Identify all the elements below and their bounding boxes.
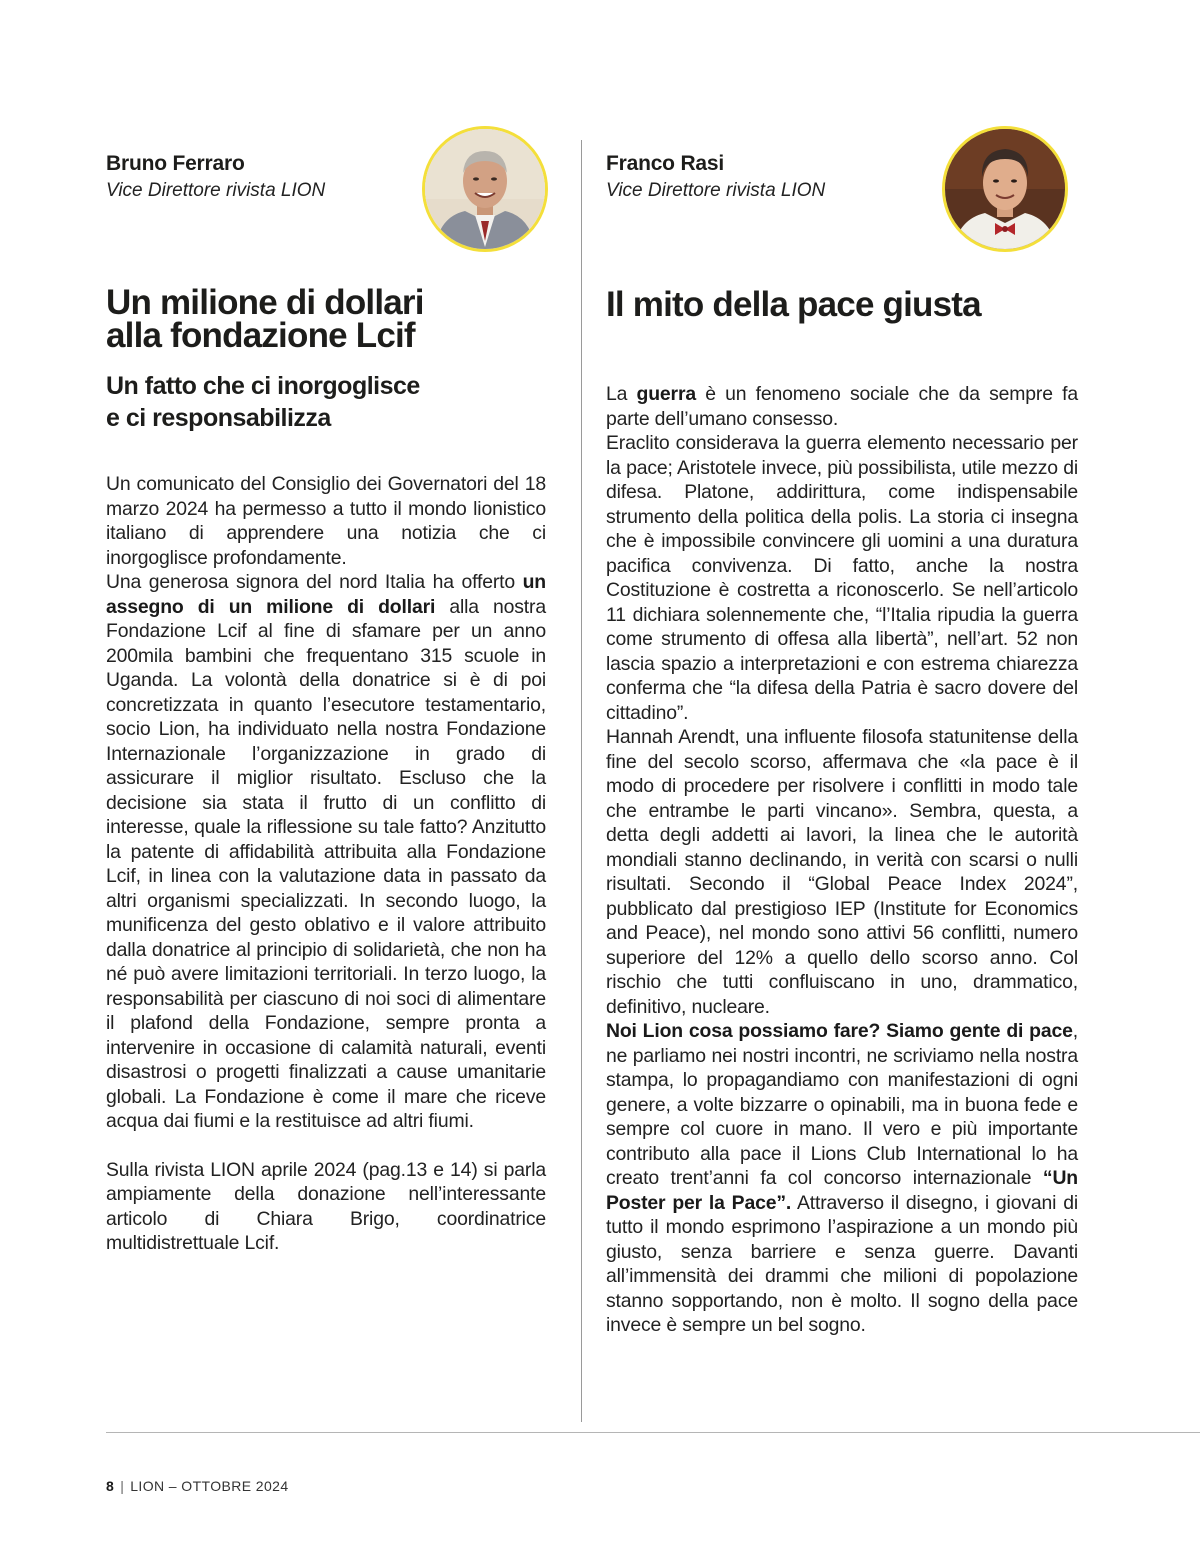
bold-text-run: Noi Lion cosa possiamo fare? Siamo gente di pace [606, 1020, 1073, 1042]
text-run: La [606, 383, 637, 405]
author-role: Vice Direttore rivista LION [606, 180, 826, 201]
article-headline: Il mito della pace giusta [606, 285, 981, 324]
headline-line-2: alla fondazione Lcif [106, 316, 415, 355]
article-headline [106, 283, 424, 355]
author-name: Franco Rasi [606, 152, 725, 175]
paragraph: Un comunicato del Consiglio dei Governatori del 18 marzo 2024 ha permesso a tutto il mondo lionistico italiano di apprendere una notizia che ci inorgoglisce profondamente. [106, 473, 546, 569]
subtitle-line-2: e ci responsabilizza [106, 404, 331, 432]
author-portrait-photo [942, 126, 1068, 252]
article-subtitle [106, 370, 420, 434]
author-role: Vice Direttore rivista LION [106, 180, 326, 201]
text-run: , ne parliamo nei nostri incontri, ne scriviamo nella nostra stampa, lo propagandiamo con manifestazioni di ogni genere, a volte bizzarre o opinabili, ma in buona fede e sempre col cuore in mano. Il vero e più importante contributo alla pace il Lions Club International lo ha creato trent’anni fa col concorso internazionale [606, 1020, 1078, 1189]
bold-text-run: guerra [636, 383, 696, 405]
magazine-issue: LION – OTTOBRE 2024 [130, 1478, 289, 1494]
bold-text-run: “Un Poster per la Pace”. [606, 1167, 1078, 1214]
article-body [606, 382, 1078, 1338]
footer-separator: | [120, 1478, 125, 1494]
article-body [106, 472, 546, 1256]
paragraph [106, 570, 546, 1134]
footer-rule [106, 1432, 1200, 1433]
paragraph: Eraclito considerava la guerra elemento necessario per la pace; Aristotele invece, più possibilista, utile mezzo di difesa. Platone, addirittura, come indispensabile strumento della politica della polis. La storia ci insegna che è impossibile convincere gli uomini a una duratura pacifica convivenza. Di fatto, anche la nostra Costituzione è costretta a riconoscerlo. Se nell’articolo 11 dichiara solennemente che, “l’Italia ripudia la guerra come strumento di offesa alla libertà”, nell’art. 52 non lascia spazio a interpretazioni e con estrema chiarezza conferma che “la difesa della Patria è sacro dovere del cittadino”. [606, 432, 1078, 724]
bold-text-run: un assegno di un milione di dollari [106, 571, 546, 618]
paragraph [606, 1019, 1078, 1338]
text-run: Attraverso il disegno, i giovani di tutto il mondo esprimono l’aspirazione a un mondo più giusto, senza barriere e senza guerre. Davanti all’immensità dei drammi che milioni di popolazione stanno sopportando, non è molto. Il sogno della pace invece è sempre un bel sogno. [606, 1191, 1078, 1336]
portrait-illustration [425, 129, 545, 249]
author-portrait-photo [422, 126, 548, 252]
text-run: alla nostra Fondazione Lcif al fine di sfamare per un anno 200mila bambini che frequentano 315 scuole in Uganda. La volontà della donatrice si è di poi concretizzata in quanto l’esecutore testamentario, socio Lion, ha individuato nella nostra Fondazione Internazionale l’organizzazione in grado di assicurare il miglior risultato. Escluso che la decisione sia stata il frutto di un conflitto di interesse, quale la riflessione su tale fatto? Anzitutto la patente di affidabilità attribuita alla Fondazione Lcif, in linea con la valutazione data in passato da altri organismi specializzati. In secondo luogo, la munificenza del gesto oblativo e il valore attribuito dalla donatrice al principio di solidarietà, che non ha né può avere limitazioni territoriali. In terzo luogo, la responsabilità per ciascuno di noi soci di alimentare il plafond della Fondazione, sempre pronta a intervenire in occasione di calamità naturali, eventi disastrosi o progetti finalizzati a cause umanitarie globali. La Fondazione è come il mare che riceve acqua dai fiumi e la restituisce ad altri fiumi. [106, 595, 546, 1132]
paragraph: Hannah Arendt, una influente filosofa statunitense della fine del secolo scorso, affermava che «la pace è il modo di procedere per risolvere i conflitti in modo tale che entrambe le parti vincano». Sembra, questa, a detta degli addetti ai lavori, la linea che le autorità mondiali stanno declinando, in verità con scarsi o nulli risultati. Secondo il “Global Peace Index 2024”, pubblicato dal prestigioso IEP (Institute for Economics and Peace), nel mondo sono attivi 56 conflitti, numero superiore del 12% a quello dello scorso anno. Col rischio che tutti confluiscano in uno, drammatico, definitivo, nucleare. [606, 726, 1078, 1018]
paragraph: Sulla rivista LION aprile 2024 (pag.13 e 14) si parla ampiamente della donazione nell’interessante articolo di Chiara Brigo, coordinatrice multidistrettuale Lcif. [106, 1158, 546, 1254]
headline-line-1: Un milione di dollari [106, 283, 424, 322]
text-run: Una generosa signora del nord Italia ha offerto [106, 571, 523, 593]
column-divider [581, 140, 582, 1422]
subtitle-line-1: Un fatto che ci inorgoglisce [106, 372, 420, 400]
page-footer [106, 1478, 289, 1494]
author-name: Bruno Ferraro [106, 152, 245, 175]
text-run: è un fenomeno sociale che da sempre fa parte dell’umano consesso. [606, 383, 1078, 430]
page-number: 8 [106, 1478, 115, 1494]
paragraph [606, 382, 1078, 431]
portrait-illustration [945, 129, 1065, 249]
